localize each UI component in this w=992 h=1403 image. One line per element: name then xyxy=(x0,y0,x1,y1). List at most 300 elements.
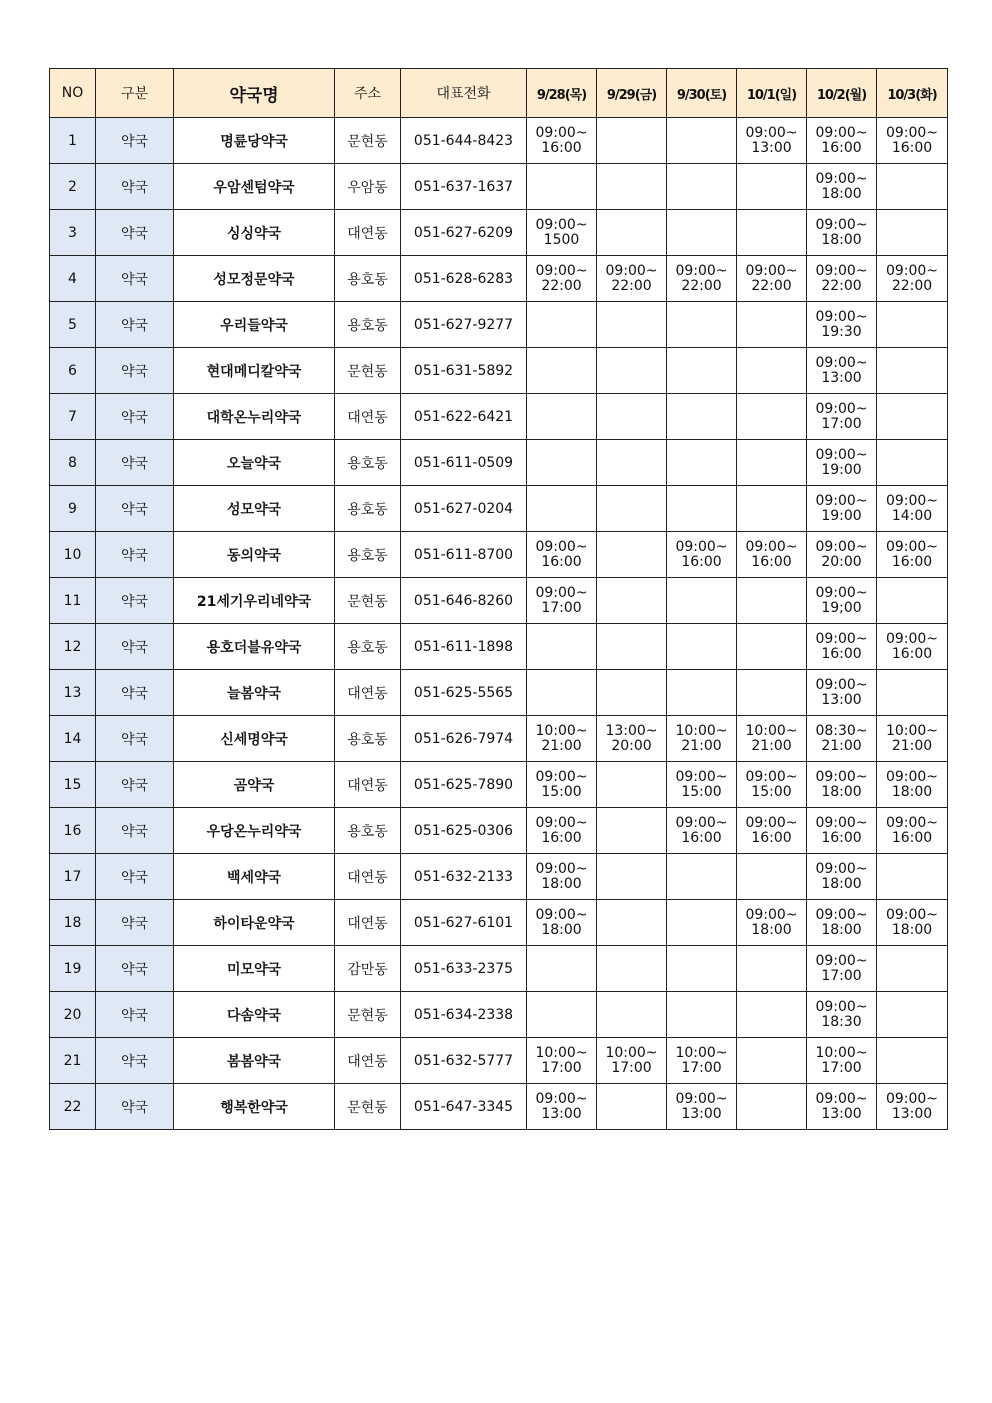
opening-hours-cell xyxy=(807,854,877,900)
row-number: 17 xyxy=(50,854,96,900)
open-time: 09:00~ xyxy=(675,262,728,279)
pharmacy-address: 문현동 xyxy=(335,1084,401,1130)
pharmacy-address: 문현동 xyxy=(335,118,401,164)
table-row xyxy=(50,532,948,578)
close-time: 14:00 xyxy=(891,507,933,524)
opening-hours-cell xyxy=(667,210,737,256)
close-time: 21:00 xyxy=(681,737,722,754)
row-number: 5 xyxy=(50,302,96,348)
opening-hours-cell xyxy=(877,900,948,946)
close-time: 16:00 xyxy=(821,645,862,662)
opening-hours-cell xyxy=(597,624,667,670)
pharmacy-name: 신세명약국 xyxy=(174,716,335,762)
opening-hours-cell xyxy=(737,946,807,992)
close-time: 21:00 xyxy=(541,737,582,754)
open-time: 09:00~ xyxy=(535,262,588,279)
row-number: 12 xyxy=(50,624,96,670)
opening-hours-cell xyxy=(527,302,597,348)
row-number: 18 xyxy=(50,900,96,946)
close-time: 22:00 xyxy=(751,277,792,294)
open-time: 09:00~ xyxy=(815,952,868,969)
row-number: 15 xyxy=(50,762,96,808)
open-time: 09:00~ xyxy=(885,768,939,785)
open-time: 09:00~ xyxy=(535,860,588,877)
close-time: 17:00 xyxy=(821,1059,862,1076)
table-row xyxy=(50,210,948,256)
pharmacy-phone: 051-633-2375 xyxy=(401,946,527,992)
opening-hours-cell xyxy=(877,578,948,624)
opening-hours-cell xyxy=(737,348,807,394)
opening-hours-cell xyxy=(737,486,807,532)
pharmacy-name: 곰약국 xyxy=(174,762,335,808)
table-row xyxy=(50,578,948,624)
pharmacy-address: 문현동 xyxy=(335,578,401,624)
table-row xyxy=(50,486,948,532)
header-date-1003: 10/3(화) xyxy=(877,69,948,118)
close-time: 18:00 xyxy=(541,875,582,892)
row-category: 약국 xyxy=(96,440,174,486)
opening-hours-cell xyxy=(877,440,948,486)
opening-hours-cell xyxy=(737,670,807,716)
open-time: 09:00~ xyxy=(745,814,798,831)
pharmacy-name: 21세기우리네약국 xyxy=(174,578,335,624)
pharmacy-phone: 051-627-9277 xyxy=(401,302,527,348)
row-category: 약국 xyxy=(96,532,174,578)
pharmacy-address: 용호동 xyxy=(335,532,401,578)
row-category: 약국 xyxy=(96,302,174,348)
pharmacy-name: 성모약국 xyxy=(174,486,335,532)
opening-hours-cell xyxy=(737,302,807,348)
open-time: 09:00~ xyxy=(815,768,868,785)
pharmacy-phone: 051-625-0306 xyxy=(401,808,527,854)
open-time: 09:00~ xyxy=(815,814,868,831)
pharmacy-name: 미모약국 xyxy=(174,946,335,992)
pharmacy-phone: 051-627-6209 xyxy=(401,210,527,256)
open-time: 09:00~ xyxy=(815,308,868,325)
open-time: 09:00~ xyxy=(815,262,868,279)
opening-hours-cell xyxy=(597,256,667,302)
pharmacy-address: 용호동 xyxy=(335,302,401,348)
row-number: 19 xyxy=(50,946,96,992)
opening-hours-cell xyxy=(737,992,807,1038)
open-time: 09:00~ xyxy=(885,1090,939,1107)
table-row xyxy=(50,670,948,716)
opening-hours-cell xyxy=(667,164,737,210)
open-time: 09:00~ xyxy=(815,584,868,601)
close-time: 13:00 xyxy=(751,139,792,156)
pharmacy-address: 용호동 xyxy=(335,624,401,670)
pharmacy-address: 대연동 xyxy=(335,900,401,946)
opening-hours-cell xyxy=(807,1038,877,1084)
close-time: 19:00 xyxy=(821,507,862,524)
opening-hours-cell xyxy=(527,394,597,440)
open-time: 09:00~ xyxy=(745,768,798,785)
open-time: 09:00~ xyxy=(815,998,868,1015)
pharmacy-name: 우암센텀약국 xyxy=(174,164,335,210)
opening-hours-cell xyxy=(527,164,597,210)
table-row xyxy=(50,992,948,1038)
close-time: 16:00 xyxy=(751,553,792,570)
open-time: 09:00~ xyxy=(815,538,868,555)
close-time: 16:00 xyxy=(541,553,582,570)
opening-hours-cell xyxy=(877,670,948,716)
pharmacy-phone: 051-632-5777 xyxy=(401,1038,527,1084)
opening-hours-cell xyxy=(667,716,737,762)
open-time: 09:00~ xyxy=(885,492,939,509)
pharmacy-phone: 051-611-0509 xyxy=(401,440,527,486)
row-number: 13 xyxy=(50,670,96,716)
table-row xyxy=(50,394,948,440)
opening-hours-cell xyxy=(597,394,667,440)
opening-hours-cell xyxy=(877,808,948,854)
pharmacy-name: 봄봄약국 xyxy=(174,1038,335,1084)
opening-hours-cell xyxy=(877,118,948,164)
open-time: 09:00~ xyxy=(535,768,588,785)
close-time: 13:00 xyxy=(681,1105,722,1122)
open-time: 09:00~ xyxy=(535,538,588,555)
close-time: 21:00 xyxy=(821,737,862,754)
open-time: 09:00~ xyxy=(675,768,728,785)
open-time: 10:00~ xyxy=(535,722,588,739)
opening-hours-cell xyxy=(597,1084,667,1130)
pharmacy-address: 대연동 xyxy=(335,210,401,256)
opening-hours-cell xyxy=(877,762,948,808)
pharmacy-address: 대연동 xyxy=(335,854,401,900)
opening-hours-cell xyxy=(667,854,737,900)
opening-hours-cell xyxy=(667,440,737,486)
close-time: 17:00 xyxy=(821,967,862,984)
close-time: 22:00 xyxy=(681,277,722,294)
close-time: 17:00 xyxy=(541,1059,582,1076)
opening-hours-cell xyxy=(877,210,948,256)
open-time: 09:00~ xyxy=(885,630,939,647)
close-time: 16:00 xyxy=(891,645,933,662)
row-category: 약국 xyxy=(96,348,174,394)
pharmacy-address: 감만동 xyxy=(335,946,401,992)
pharmacy-phone: 051-637-1637 xyxy=(401,164,527,210)
pharmacy-address: 우암동 xyxy=(335,164,401,210)
opening-hours-cell xyxy=(877,532,948,578)
opening-hours-cell xyxy=(597,900,667,946)
opening-hours-cell xyxy=(667,992,737,1038)
open-time: 09:00~ xyxy=(745,124,798,141)
row-number: 14 xyxy=(50,716,96,762)
open-time: 09:00~ xyxy=(535,1090,588,1107)
close-time: 16:00 xyxy=(891,829,933,846)
close-time: 18:00 xyxy=(821,875,862,892)
row-category: 약국 xyxy=(96,854,174,900)
pharmacy-name: 현대메디칼약국 xyxy=(174,348,335,394)
opening-hours-cell xyxy=(807,670,877,716)
pharmacy-name: 우당온누리약국 xyxy=(174,808,335,854)
table-row xyxy=(50,716,948,762)
row-category: 약국 xyxy=(96,256,174,302)
pharmacy-address: 대연동 xyxy=(335,394,401,440)
open-time: 09:00~ xyxy=(605,262,658,279)
opening-hours-cell xyxy=(737,716,807,762)
close-time: 19:30 xyxy=(821,323,862,340)
table-row xyxy=(50,1038,948,1084)
pharmacy-name: 우리들약국 xyxy=(174,302,335,348)
row-category: 약국 xyxy=(96,486,174,532)
opening-hours-cell xyxy=(597,716,667,762)
close-time: 22:00 xyxy=(891,277,933,294)
row-category: 약국 xyxy=(96,118,174,164)
close-time: 20:00 xyxy=(611,737,652,754)
pharmacy-phone: 051-622-6421 xyxy=(401,394,527,440)
row-number: 11 xyxy=(50,578,96,624)
opening-hours-cell xyxy=(597,992,667,1038)
row-number: 2 xyxy=(50,164,96,210)
open-time: 09:00~ xyxy=(815,170,868,187)
opening-hours-cell xyxy=(527,1038,597,1084)
opening-hours-cell xyxy=(807,946,877,992)
pharmacy-name: 백세약국 xyxy=(174,854,335,900)
opening-hours-cell xyxy=(737,1084,807,1130)
opening-hours-cell xyxy=(667,1084,737,1130)
row-number: 3 xyxy=(50,210,96,256)
opening-hours-cell xyxy=(877,716,948,762)
opening-hours-cell xyxy=(667,348,737,394)
pharmacy-address: 문현동 xyxy=(335,992,401,1038)
close-time: 16:00 xyxy=(821,139,862,156)
close-time: 18:00 xyxy=(821,185,862,202)
pharmacy-name: 행복한약국 xyxy=(174,1084,335,1130)
open-time: 10:00~ xyxy=(745,722,798,739)
opening-hours-cell xyxy=(527,532,597,578)
table-body xyxy=(50,118,948,1130)
opening-hours-cell xyxy=(597,762,667,808)
opening-hours-cell xyxy=(807,256,877,302)
row-number: 8 xyxy=(50,440,96,486)
header-phone: 대표전화 xyxy=(401,69,527,118)
close-time: 20:00 xyxy=(821,553,862,570)
opening-hours-cell xyxy=(527,624,597,670)
pharmacy-name: 명륜당약국 xyxy=(174,118,335,164)
pharmacy-phone: 051-627-0204 xyxy=(401,486,527,532)
header-date-0930: 9/30(토) xyxy=(667,69,737,118)
table-row xyxy=(50,302,948,348)
opening-hours-cell xyxy=(527,946,597,992)
open-time: 13:00~ xyxy=(605,722,658,739)
opening-hours-cell xyxy=(527,670,597,716)
close-time: 15:00 xyxy=(681,783,722,800)
opening-hours-cell xyxy=(807,578,877,624)
close-time: 16:00 xyxy=(821,829,862,846)
opening-hours-cell xyxy=(807,118,877,164)
open-time: 09:00~ xyxy=(885,814,939,831)
pharmacy-phone: 051-627-6101 xyxy=(401,900,527,946)
opening-hours-cell xyxy=(597,164,667,210)
opening-hours-cell xyxy=(667,900,737,946)
open-time: 10:00~ xyxy=(885,722,939,739)
header-no: NO xyxy=(50,69,96,118)
opening-hours-cell xyxy=(527,808,597,854)
close-time: 15:00 xyxy=(751,783,792,800)
opening-hours-cell xyxy=(737,808,807,854)
pharmacy-address: 대연동 xyxy=(335,1038,401,1084)
opening-hours-cell xyxy=(807,992,877,1038)
open-time: 09:00~ xyxy=(885,538,939,555)
open-time: 09:00~ xyxy=(745,262,798,279)
close-time: 17:00 xyxy=(681,1059,722,1076)
opening-hours-cell xyxy=(597,946,667,992)
pharmacy-name: 성모정문약국 xyxy=(174,256,335,302)
opening-hours-cell xyxy=(877,486,948,532)
row-category: 약국 xyxy=(96,808,174,854)
header-category: 구분 xyxy=(96,69,174,118)
close-time: 22:00 xyxy=(541,277,582,294)
opening-hours-cell xyxy=(737,1038,807,1084)
opening-hours-cell xyxy=(527,900,597,946)
opening-hours-cell xyxy=(527,486,597,532)
opening-hours-cell xyxy=(737,440,807,486)
table-row xyxy=(50,164,948,210)
opening-hours-cell xyxy=(877,854,948,900)
open-time: 09:00~ xyxy=(535,584,588,601)
close-time: 18:00 xyxy=(821,783,862,800)
open-time: 10:00~ xyxy=(535,1044,588,1061)
header-address: 주소 xyxy=(335,69,401,118)
opening-hours-cell xyxy=(667,946,737,992)
pharmacy-name: 다솜약국 xyxy=(174,992,335,1038)
pharmacy-schedule-table xyxy=(49,68,948,1130)
open-time: 09:00~ xyxy=(815,354,868,371)
opening-hours-cell xyxy=(597,808,667,854)
header-pharmacy-name: 약국명 xyxy=(174,69,335,118)
opening-hours-cell xyxy=(737,256,807,302)
opening-hours-cell xyxy=(597,854,667,900)
opening-hours-cell xyxy=(737,164,807,210)
close-time: 13:00 xyxy=(821,1105,862,1122)
opening-hours-cell xyxy=(807,302,877,348)
opening-hours-cell xyxy=(877,394,948,440)
pharmacy-name: 용호더블유약국 xyxy=(174,624,335,670)
close-time: 16:00 xyxy=(541,829,582,846)
opening-hours-cell xyxy=(527,256,597,302)
open-time: 09:00~ xyxy=(815,630,868,647)
open-time: 08:30~ xyxy=(815,722,868,739)
opening-hours-cell xyxy=(527,854,597,900)
close-time: 18:00 xyxy=(541,921,582,938)
opening-hours-cell xyxy=(877,1038,948,1084)
pharmacy-phone: 051-611-1898 xyxy=(401,624,527,670)
pharmacy-phone: 051-625-7890 xyxy=(401,762,527,808)
row-category: 약국 xyxy=(96,210,174,256)
opening-hours-cell xyxy=(527,440,597,486)
pharmacy-name: 오늘약국 xyxy=(174,440,335,486)
pharmacy-address: 용호동 xyxy=(335,486,401,532)
opening-hours-cell xyxy=(807,1084,877,1130)
close-time: 13:00 xyxy=(541,1105,582,1122)
opening-hours-cell xyxy=(737,210,807,256)
pharmacy-address: 대연동 xyxy=(335,670,401,716)
pharmacy-phone: 051-646-8260 xyxy=(401,578,527,624)
row-category: 약국 xyxy=(96,946,174,992)
row-category: 약국 xyxy=(96,624,174,670)
row-category: 약국 xyxy=(96,716,174,762)
opening-hours-cell xyxy=(667,808,737,854)
close-time: 13:00 xyxy=(821,369,862,386)
open-time: 09:00~ xyxy=(675,538,728,555)
open-time: 10:00~ xyxy=(815,1044,868,1061)
close-time: 16:00 xyxy=(681,829,722,846)
close-time: 16:00 xyxy=(541,139,582,156)
opening-hours-cell xyxy=(667,670,737,716)
open-time: 09:00~ xyxy=(535,216,588,233)
close-time: 18:30 xyxy=(821,1013,862,1030)
opening-hours-cell xyxy=(667,394,737,440)
close-time: 13:00 xyxy=(891,1105,933,1122)
opening-hours-cell xyxy=(597,532,667,578)
pharmacy-name: 늘봄약국 xyxy=(174,670,335,716)
close-time: 19:00 xyxy=(821,461,862,478)
close-time: 17:00 xyxy=(541,599,582,616)
opening-hours-cell xyxy=(877,348,948,394)
opening-hours-cell xyxy=(877,992,948,1038)
opening-hours-cell xyxy=(667,118,737,164)
close-time: 16:00 xyxy=(681,553,722,570)
opening-hours-cell xyxy=(597,1038,667,1084)
row-number: 4 xyxy=(50,256,96,302)
pharmacy-address: 용호동 xyxy=(335,256,401,302)
open-time: 09:00~ xyxy=(815,400,868,417)
pharmacy-phone: 051-632-2133 xyxy=(401,854,527,900)
header-date-0929: 9/29(금) xyxy=(597,69,667,118)
opening-hours-cell xyxy=(527,762,597,808)
pharmacy-phone: 051-647-3345 xyxy=(401,1084,527,1130)
open-time: 09:00~ xyxy=(675,814,728,831)
pharmacy-phone: 051-611-8700 xyxy=(401,532,527,578)
open-time: 09:00~ xyxy=(675,1090,728,1107)
pharmacy-phone: 051-626-7974 xyxy=(401,716,527,762)
row-number: 6 xyxy=(50,348,96,394)
opening-hours-cell xyxy=(737,854,807,900)
pharmacy-address: 용호동 xyxy=(335,808,401,854)
opening-hours-cell xyxy=(527,118,597,164)
close-time: 18:00 xyxy=(891,921,933,938)
pharmacy-address: 용호동 xyxy=(335,440,401,486)
table-row xyxy=(50,808,948,854)
row-number: 1 xyxy=(50,118,96,164)
opening-hours-cell xyxy=(737,624,807,670)
opening-hours-cell xyxy=(807,532,877,578)
row-category: 약국 xyxy=(96,164,174,210)
table-row xyxy=(50,256,948,302)
opening-hours-cell xyxy=(597,118,667,164)
opening-hours-cell xyxy=(807,486,877,532)
opening-hours-cell xyxy=(597,302,667,348)
opening-hours-cell xyxy=(527,348,597,394)
open-time: 09:00~ xyxy=(885,124,939,141)
opening-hours-cell xyxy=(877,1084,948,1130)
opening-hours-cell xyxy=(527,992,597,1038)
header-date-1002: 10/2(월) xyxy=(807,69,877,118)
opening-hours-cell xyxy=(737,900,807,946)
pharmacy-phone: 051-644-8423 xyxy=(401,118,527,164)
pharmacy-phone: 051-628-6283 xyxy=(401,256,527,302)
open-time: 10:00~ xyxy=(675,722,728,739)
opening-hours-cell xyxy=(807,394,877,440)
opening-hours-cell xyxy=(737,532,807,578)
pharmacy-name: 하이타운약국 xyxy=(174,900,335,946)
row-category: 약국 xyxy=(96,992,174,1038)
close-time: 21:00 xyxy=(751,737,792,754)
opening-hours-cell xyxy=(667,302,737,348)
close-time: 18:00 xyxy=(821,921,862,938)
opening-hours-cell xyxy=(667,624,737,670)
open-time: 09:00~ xyxy=(885,906,939,923)
